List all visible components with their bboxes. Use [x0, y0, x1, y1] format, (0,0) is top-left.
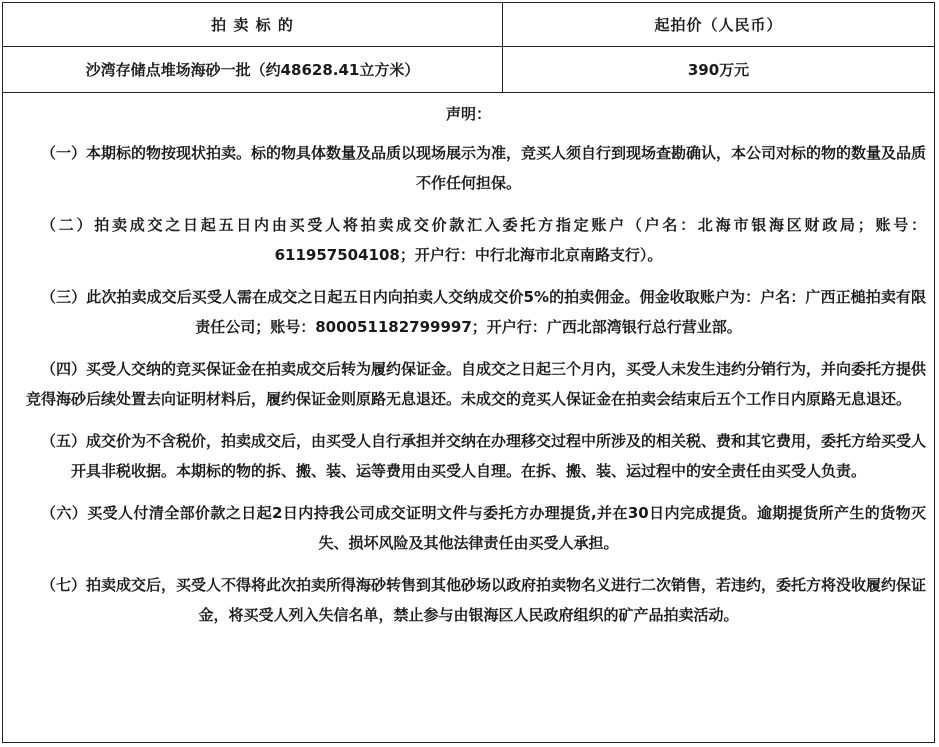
- statement-clause-4: （四）买受人交纳的竞买保证金在拍卖成交后转为履约保证金。自成交之日起三个月内，买受人未发生违约分销行为，并向委托方提供竞得海砂后续处置去向证明材料后，履约保证金则原路无息退还。未成交的竞买人保证金在拍卖会结束后五个工作日内原路无息退还。: [25, 360, 927, 408]
- header-auction-item: 拍 卖 标 的: [3, 3, 503, 46]
- starting-price-value: 390万元: [687, 61, 750, 79]
- statement-clause-7: （七）拍卖成交后，买受人不得将此次拍卖所得海砂转售到其他砂场以政府拍卖物名义进行二次销售，若违约，委托方将没收履约保证金，将买受人列入失信名单，禁止参与由银海区人民政府组织的矿产品拍卖活动。: [41, 576, 927, 624]
- header-starting-price: 起拍价（人民币）: [654, 16, 783, 34]
- statement-clause-1: （一）本期标的物按现状拍卖。标的物具体数量及品质以现场展示为准，竞买人须自行到现场查勘确认，本公司对标的物的数量及品质不作任何担保。: [41, 144, 927, 192]
- statement-clause-6: （六）买受人付清全部价款之日起2日内持我公司成交证明文件与委托方办理提货,并在30日内完成提货。逾期提货所产生的货物灭失、损坏风险及其他法律责任由买受人承担。: [41, 504, 926, 552]
- statement-clause-5: （五）成交价为不含税价，拍卖成交后，由买受人自行承担并交纳在办理移交过程中所涉及的相关税、费和其它费用，委托方给买受人开具非税收据。本期标的物的拆、搬、装、运等费用由买受人自理。在拆、搬、装、运过程中的安全责任由买受人负责。: [41, 432, 927, 480]
- statement-title: 声明：: [445, 105, 491, 123]
- statement-section: [3, 103, 934, 630]
- table-row: [3, 47, 934, 93]
- auction-item-description: 沙湾存储点堆场海砂一批（约48628.41立方米）: [3, 47, 503, 92]
- statement-clause-3: （三）此次拍卖成交后买受人需在成交之日起五日内向拍卖人交纳成交价5%的拍卖佣金。佣金收取账户为：户名：广西正槌拍卖有限责任公司；账号：800051182799997；开户行：广西北部湾银行总行营业部。: [41, 288, 926, 336]
- table-header-row: [3, 3, 934, 47]
- statement-clause-2: （二）拍卖成交之日起五日内由买受人将拍卖成交价款汇入委托方指定账户（户名：北海市银海区财政局；账号：611957504108；开户行：中行北海市北京南路支行）。: [41, 216, 926, 264]
- auction-notice-table: [2, 2, 935, 743]
